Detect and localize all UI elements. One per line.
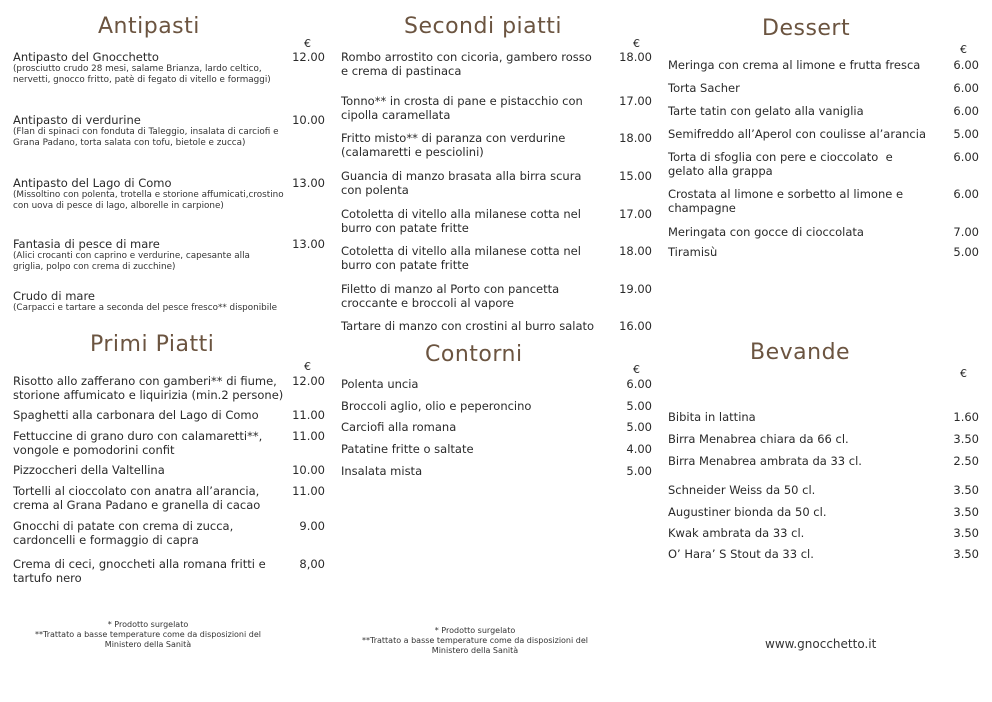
contorni-title: Contorni (425, 342, 523, 367)
menu-item (341, 377, 603, 391)
item-name: Patatine fritte o saltate (341, 442, 474, 456)
item-price: 11.00 (292, 408, 325, 422)
menu-item (341, 169, 603, 197)
item-name: Rombo arrostito con cicoria, gambero rosso e crema di pastinaca (341, 50, 596, 78)
item-name: Fantasia di pesce di mare (13, 237, 160, 251)
item-price: 8,00 (299, 557, 325, 571)
item-price: 18.00 (619, 131, 652, 145)
menu-item (13, 113, 288, 149)
bevande-currency: € (960, 367, 967, 380)
website-link[interactable]: www.gnocchetto.it (765, 637, 877, 651)
item-price: 5.00 (953, 245, 979, 259)
item-name: Crema di ceci, gnoccheti alla romana fritti e tartufo nero (13, 557, 266, 585)
menu-item (668, 505, 943, 519)
menu-item (341, 207, 596, 235)
item-price: 5.00 (626, 464, 652, 478)
menu-item (341, 399, 603, 413)
menu-item (13, 50, 288, 86)
item-price: 12.00 (292, 374, 325, 388)
footer-note (340, 626, 610, 656)
item-description: (Carpacci e tartare a seconda del pesce fresco** disponibile (13, 303, 278, 313)
item-name: Tartare di manzo con crostini al burro salato (341, 319, 595, 333)
item-price: 3.50 (953, 526, 979, 540)
note-ministry: Ministero della Sanità (431, 646, 519, 655)
item-name: Torta Sacher (668, 81, 740, 95)
item-price: 3.50 (953, 483, 979, 497)
item-price: 6.00 (953, 81, 979, 95)
item-price: 9.00 (299, 519, 325, 533)
item-name: Cotoletta di vitello alla milanese cotta nel burro con patate fritte (341, 244, 581, 272)
item-price: 2.50 (953, 454, 979, 468)
item-name: Crostata al limone e sorbetto al limone e champagne (668, 187, 904, 215)
menu-item (668, 150, 903, 178)
item-name: Meringa con crema al limone e frutta fresca (668, 58, 921, 72)
menu-item (13, 429, 288, 457)
note-low-temp: **Trattato a basse temperature come da disposizioni del (362, 636, 588, 645)
menu-item (341, 282, 596, 310)
item-price: 13.00 (292, 176, 325, 190)
item-price: 3.50 (953, 505, 979, 519)
menu-item (668, 225, 943, 239)
menu-item (13, 408, 295, 422)
menu-item (341, 244, 596, 272)
menu-item (341, 50, 603, 78)
item-name: Guancia di manzo brasata alla birra scura con polenta (341, 169, 582, 197)
menu-item (668, 81, 943, 95)
dessert-currency: € (960, 43, 967, 56)
antipasti-title: Antipasti (98, 14, 200, 39)
menu-item (13, 463, 288, 477)
item-name: Spaghetti alla carbonara del Lago di Como (13, 408, 259, 422)
item-name: Bibita in lattina (668, 410, 756, 424)
item-price: 13.00 (292, 237, 325, 251)
item-description: (prosciutto crudo 28 mesi, salame Brianza, lardo celtico, nervetti, gnocco fritto, patè di fegato di vitello e formaggi) (13, 64, 271, 85)
item-price: 6.00 (953, 187, 979, 201)
item-price: 18.00 (619, 244, 652, 258)
primi-title: Primi Piatti (90, 332, 215, 357)
menu-item (668, 454, 943, 468)
item-name: Birra Menabrea ambrata da 33 cl. (668, 454, 862, 468)
menu-item (13, 519, 273, 547)
dessert-title: Dessert (762, 16, 851, 41)
item-price: 17.00 (619, 94, 652, 108)
footer-note (13, 620, 283, 650)
menu-item (341, 94, 596, 122)
item-name: Tonno** in crosta di pane e pistacchio con cipolla caramellata (341, 94, 583, 122)
menu-item (668, 526, 943, 540)
item-price: 4.00 (626, 442, 652, 456)
contorni-currency: € (633, 363, 640, 376)
note-frozen: * Prodotto surgelato (434, 626, 516, 635)
item-price: 5.00 (626, 420, 652, 434)
item-name: Antipasto di verdurine (13, 113, 141, 127)
item-price: 11.00 (292, 484, 325, 498)
item-description: (Alici crocanti con caprino e verdurine, capesante alla griglia, polpo con crema di zucchine) (13, 251, 250, 272)
item-price: 7.00 (953, 225, 979, 239)
item-price: 6.00 (953, 58, 979, 72)
item-price: 10.00 (292, 463, 325, 477)
item-name: Pizzoccheri della Valtellina (13, 463, 165, 477)
item-price: 3.50 (953, 547, 979, 561)
item-description: (Missoltino con polenta, trotella e storione affumicati,crostino con uova di pesce di lago, alborelle in carpione) (13, 190, 284, 211)
item-name: Fettuccine di grano duro con calamaretti**, vongole e pomodorini confit (13, 429, 263, 457)
item-name: Insalata mista (341, 464, 423, 478)
item-price: 15.00 (619, 169, 652, 183)
primi-currency: € (304, 360, 311, 373)
menu-item (668, 127, 943, 141)
item-price: 12.00 (292, 50, 325, 64)
bevande-title: Bevande (750, 340, 851, 365)
item-name: Risotto allo zafferano con gamberi** di fiume, storione affumicato e liquirizia (min.2 persone) (13, 374, 284, 402)
item-price: 6.00 (953, 104, 979, 118)
item-name: Fritto misto** di paranza con verdurine (calamaretti e pesciolini) (341, 131, 566, 159)
item-price: 6.00 (626, 377, 652, 391)
note-ministry: Ministero della Sanità (104, 640, 192, 649)
menu-item (341, 131, 586, 159)
item-name: Meringata con gocce di cioccolata (668, 225, 864, 239)
item-name: Crudo di mare (13, 289, 95, 303)
menu-item (668, 58, 943, 72)
item-name: Kwak ambrata da 33 cl. (668, 526, 805, 540)
item-price: 3.50 (953, 432, 979, 446)
item-name: Schneider Weiss da 50 cl. (668, 483, 816, 497)
menu-item (13, 557, 273, 585)
item-price: 11.00 (292, 429, 325, 443)
item-price: 16.00 (619, 319, 652, 333)
menu-item (13, 237, 273, 273)
item-price: 5.00 (953, 127, 979, 141)
secondi-currency: € (633, 37, 640, 50)
menu-item (13, 484, 288, 512)
item-price: 18.00 (619, 50, 652, 64)
item-name: Augustiner bionda da 50 cl. (668, 505, 827, 519)
menu-item (13, 374, 295, 402)
item-price: 6.00 (953, 150, 979, 164)
item-name: Torta di sfoglia con pere e cioccolato e gelato alla grappa (668, 150, 893, 178)
item-name: Antipasto del Gnocchetto (13, 50, 159, 64)
antipasti-currency: € (304, 37, 311, 50)
secondi-title: Secondi piatti (404, 14, 562, 39)
item-name: Antipasto del Lago di Como (13, 176, 172, 190)
item-name: O’ Hara’ S Stout da 33 cl. (668, 547, 814, 561)
menu-item (668, 432, 943, 446)
item-name: Broccoli aglio, olio e peperoncino (341, 399, 532, 413)
item-price: 10.00 (292, 113, 325, 127)
menu-item (668, 245, 943, 259)
item-name: Tarte tatin con gelato alla vaniglia (668, 104, 864, 118)
item-name: Birra Menabrea chiara da 66 cl. (668, 432, 849, 446)
item-name: Filetto di manzo al Porto con pancetta croccante e broccoli al vapore (341, 282, 560, 310)
item-name: Tiramisù (668, 245, 718, 259)
menu-item (13, 289, 288, 314)
menu-item (13, 176, 288, 212)
item-name: Carciofi alla romana (341, 420, 457, 434)
menu-item (668, 547, 943, 561)
item-name: Cotoletta di vitello alla milanese cotta nel burro con patate fritte (341, 207, 581, 235)
menu-item (668, 483, 943, 497)
menu-item (341, 319, 611, 333)
item-price: 5.00 (626, 399, 652, 413)
note-frozen: * Prodotto surgelato (107, 620, 189, 629)
menu-item (668, 104, 943, 118)
item-price: 17.00 (619, 207, 652, 221)
item-name: Gnocchi di patate con crema di zucca, cardoncelli e formaggio di capra (13, 519, 234, 547)
menu-item (668, 187, 918, 215)
item-name: Semifreddo all’Aperol con coulisse al’arancia (668, 127, 926, 141)
menu-item (341, 420, 603, 434)
menu-item (341, 442, 603, 456)
menu-item (341, 464, 603, 478)
item-price: 19.00 (619, 282, 652, 296)
item-name: Polenta uncia (341, 377, 419, 391)
menu-item (668, 410, 943, 424)
item-price: 1.60 (953, 410, 979, 424)
note-low-temp: **Trattato a basse temperature come da disposizioni del (35, 630, 261, 639)
item-description: (Flan di spinaci con fonduta di Taleggio, insalata di carciofi e Grana Padano, torta salata con tofu, bietole e zucca) (13, 127, 279, 148)
item-name: Tortelli al cioccolato con anatra all’arancia, crema al Grana Padano e granella di cacao (13, 484, 261, 512)
